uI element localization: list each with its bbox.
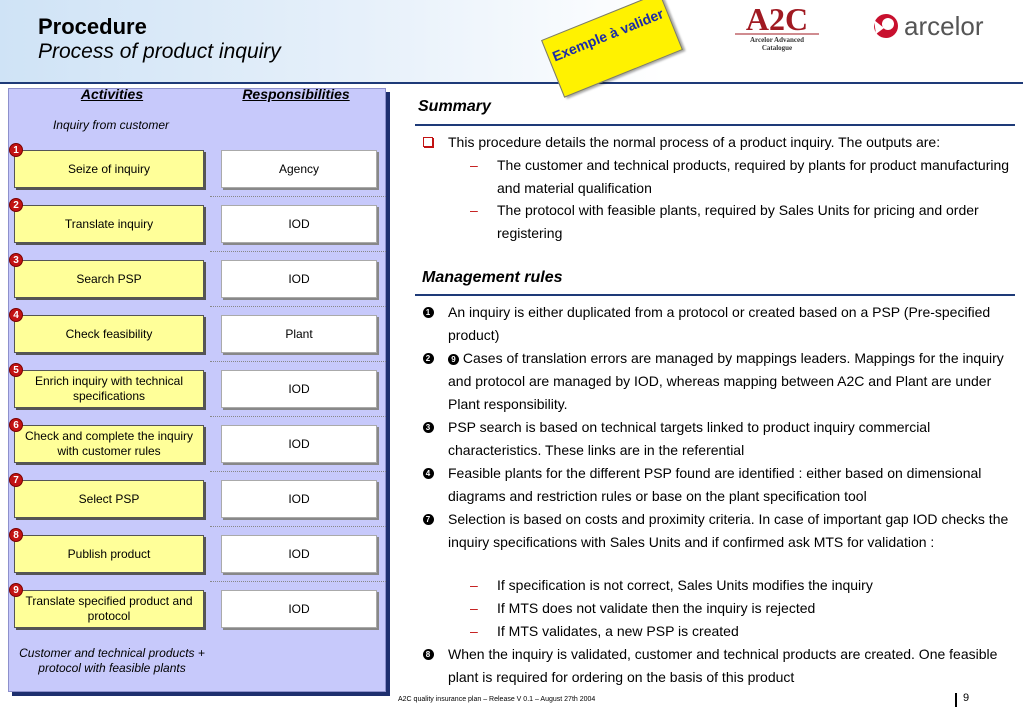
step-9-activity: Translate specified product and protocol: [14, 590, 204, 628]
rule-7-text: Selection is based on costs and proximity criteria. In case of important gap IOD checks the inquiry specifications with Sales Units and if confirmed ask MTS for validation :: [448, 511, 1009, 550]
a2c-logo-line1: Arcelor Advanced: [750, 36, 804, 44]
step-7-badge: 7: [9, 473, 23, 487]
page-subtitle: Process of product inquiry: [38, 40, 281, 63]
step-9-responsibility: IOD: [221, 590, 377, 628]
step-8-responsibility: IOD: [221, 535, 377, 573]
step-1-responsibility: Agency: [221, 150, 377, 188]
arcelor-logo: [868, 8, 1013, 44]
footer-text: A2C quality insurance plan – Release V 0.1 – August 27th 2004: [398, 696, 596, 703]
summary-item: [470, 154, 1015, 200]
step-5-badge: 5: [9, 363, 23, 377]
responsibilities-header: Responsibilities: [242, 86, 350, 102]
rule-7-sub-text: If MTS does not validate then the inquiry is rejected: [497, 600, 816, 616]
page-number: 9: [963, 692, 970, 704]
step-2-badge: 2: [9, 198, 23, 212]
step-5-responsibility: IOD: [221, 370, 377, 408]
step-9-badge: 9: [9, 583, 23, 597]
a2c-logo-line2: Catalogue: [761, 44, 793, 52]
arcelor-swirl-icon: [874, 14, 898, 38]
row-separator: [210, 196, 386, 198]
step-8-badge: 8: [9, 528, 23, 542]
row-separator: [210, 581, 386, 583]
number-2-bullet-icon: 2: [418, 347, 438, 370]
summary-title: Summary: [418, 98, 491, 115]
step-7-responsibility: IOD: [221, 480, 377, 518]
flow-output-label: Customer and technical products + protocol with feasible plants: [19, 646, 205, 675]
step-4-responsibility: Plant: [221, 315, 377, 353]
rule-7-sub-text: If MTS validates, a new PSP is created: [497, 623, 739, 639]
row-separator: [210, 361, 386, 363]
step-6-activity: Check and complete the inquiry with customer rules: [14, 425, 204, 463]
step-2-responsibility: IOD: [221, 205, 377, 243]
row-separator: [210, 306, 386, 308]
management-rules-title: Management rules: [422, 269, 563, 286]
step-4-badge: 4: [9, 308, 23, 322]
step-3-activity: Search PSP: [14, 260, 204, 298]
number-9-inline-icon: 9: [448, 354, 459, 365]
step-3-badge: 3: [9, 253, 23, 267]
summary-item: [470, 199, 1015, 245]
rule-1-text: An inquiry is either duplicated from a protocol or created based on a PSP (Pre-specified product): [448, 304, 991, 343]
flow-input-label: Inquiry from customer: [52, 118, 170, 132]
step-8-activity: Publish product: [14, 535, 204, 573]
number-4-bullet-icon: 4: [418, 462, 438, 485]
step-2-activity: Translate inquiry: [14, 205, 204, 243]
a2c-logo-mark: A2C: [745, 2, 809, 37]
step-5-activity: Enrich inquiry with technical specifications: [14, 370, 204, 408]
sticky-note-text: Exemple à valider: [550, 5, 666, 65]
a2c-logo: [727, 2, 827, 52]
summary-item-text: The customer and technical products, required by plants for product manufacturing and material qualification: [497, 157, 1010, 196]
step-4-activity: Check feasibility: [14, 315, 204, 353]
step-7-activity: Select PSP: [14, 480, 204, 518]
number-3-bullet-icon: 3: [418, 416, 438, 439]
row-separator: [210, 471, 386, 473]
rule-4-text: Feasible plants for the different PSP found are identified : either based on dimensional diagrams and restriction rules or base on the plant specification tool: [448, 465, 982, 504]
step-3-responsibility: IOD: [221, 260, 377, 298]
step-1-activity: Seize of inquiry: [14, 150, 204, 188]
rule-7-sub-text: If specification is not correct, Sales Units modifies the inquiry: [497, 577, 873, 593]
management-rules-divider: [415, 294, 1015, 296]
page-title: Procedure: [38, 14, 147, 39]
arcelor-logo-text: arcelor: [904, 11, 984, 41]
step-6-badge: 6: [9, 418, 23, 432]
dash-bullet-icon: –: [470, 600, 478, 616]
checkbox-bullet-icon: [418, 131, 438, 154]
rule-8-text: When the inquiry is validated, customer and technical products are created. One feasible plant is required for ordering on the basis of this product: [448, 646, 998, 685]
rule-2-body: Cases of translation errors are managed by mappings leaders. Mappings for the inquiry and protocol are managed by IOD, whereas mapping between A2C and Plant are under Plant responsibility.: [448, 350, 1004, 412]
number-7-bullet-icon: 7: [418, 508, 438, 531]
number-1-bullet-icon: 1: [418, 301, 438, 324]
summary-intro: This procedure details the normal process of a product inquiry. The outputs are:: [448, 134, 941, 150]
step-6-responsibility: IOD: [221, 425, 377, 463]
rule-2-text: [448, 347, 1014, 416]
header-divider: [0, 82, 1023, 84]
footer-divider: [955, 693, 957, 707]
dash-bullet-icon: –: [470, 202, 478, 218]
step-1-badge: 1: [9, 143, 23, 157]
row-separator: [210, 526, 386, 528]
dash-bullet-icon: –: [470, 577, 478, 593]
activities-header: Activities: [80, 86, 144, 102]
summary-item-text: The protocol with feasible plants, required by Sales Units for pricing and order registering: [497, 202, 979, 241]
number-8-bullet-icon: 8: [418, 643, 438, 666]
summary-divider: [415, 124, 1015, 126]
dash-bullet-icon: –: [470, 157, 478, 173]
rule-3-text: PSP search is based on technical targets linked to product inquiry commercial characteristics. These links are in the referential: [448, 419, 931, 458]
summary-intro-row: [418, 131, 1018, 155]
row-separator: [210, 251, 386, 253]
dash-bullet-icon: –: [470, 623, 478, 639]
row-separator: [210, 416, 386, 418]
